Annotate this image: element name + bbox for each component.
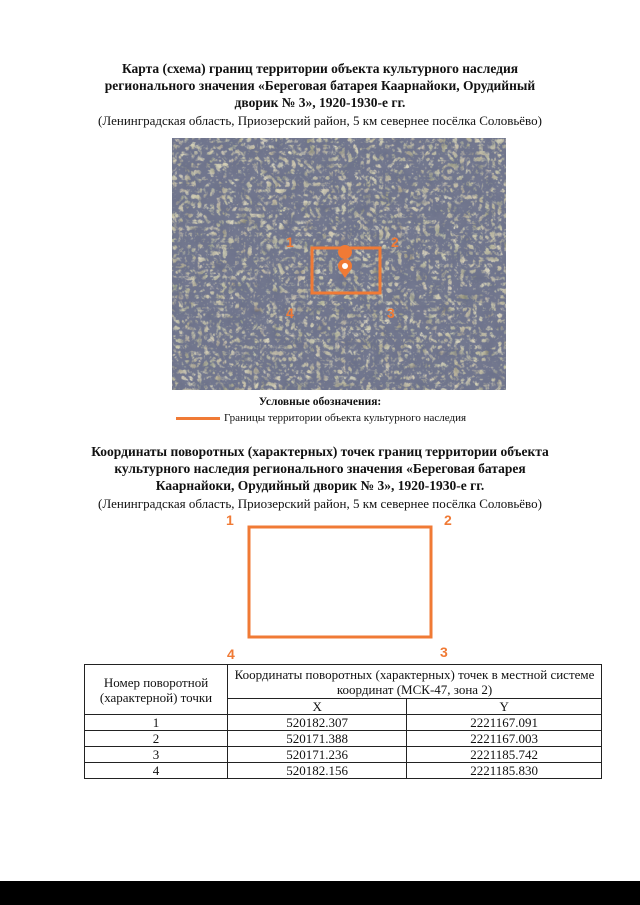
map-location: (Ленинградская область, Приозерский район, 5 км севернее посёлка Соловьёво)	[98, 113, 542, 128]
map-point-4: 4	[286, 305, 294, 321]
map-point-1: 1	[286, 234, 294, 250]
header-coordinates: Координаты поворотных (характерных) точек в местной системе координат (МСК-47, зона 2)	[228, 665, 602, 699]
table-row	[85, 763, 602, 779]
cell-y: 2221185.830	[407, 763, 602, 779]
legend-item-label: Границы территории объекта культурного наследия	[224, 412, 467, 424]
scheme-point-1: 1	[226, 512, 234, 528]
table-row	[85, 747, 602, 763]
legend-item	[176, 410, 466, 426]
map-point-2: 2	[391, 234, 399, 250]
cell-x: 520182.156	[228, 763, 407, 779]
cell-y: 2221167.003	[407, 731, 602, 747]
boundary-scheme-svg	[0, 510, 640, 660]
scheme-point-3: 3	[440, 644, 448, 660]
coords-title-line-2: культурного наследия регионального значения «Береговая батарея	[114, 461, 526, 476]
table-header-row	[85, 665, 602, 699]
cell-y: 2221185.742	[407, 747, 602, 763]
map-point-3: 3	[387, 305, 395, 321]
cell-y: 2221167.091	[407, 715, 602, 731]
cell-x: 520171.236	[228, 747, 407, 763]
cell-point: 1	[85, 715, 228, 731]
coords-title-line-3: Каарнайоки, Орудийный дворик № 3», 1920-1930-е гг.	[155, 478, 485, 493]
coords-title-line-1: Координаты поворотных (характерных) точек границ территории объекта	[91, 444, 549, 459]
boundary-scheme	[0, 510, 640, 660]
legend-boundary-line	[176, 417, 220, 420]
coords-location: (Ленинградская область, Приозерский район, 5 км севернее посёлка Соловьёво)	[98, 496, 542, 511]
header-x: X	[228, 699, 407, 715]
legend-title: Условные обозначения:	[258, 396, 382, 408]
map-title-line-2: регионального значения «Береговая батарея Каарнайоки, Орудийный	[104, 78, 536, 93]
coordinates-table	[84, 664, 602, 779]
cell-point: 2	[85, 731, 228, 747]
table-row	[85, 731, 602, 747]
cell-point: 3	[85, 747, 228, 763]
aerial-map-svg	[172, 138, 506, 390]
map-title-line-3: дворик № 3», 1920-1930-е гг.	[234, 95, 406, 110]
cell-x: 520171.388	[228, 731, 407, 747]
cell-x: 520182.307	[228, 715, 407, 731]
scan-border	[0, 881, 640, 905]
header-y: Y	[407, 699, 602, 715]
scheme-point-4: 4	[227, 646, 235, 662]
header-point-number: Номер поворотной (характерной) точки	[85, 665, 228, 715]
aerial-map	[172, 138, 506, 390]
table-row	[85, 715, 602, 731]
scheme-rectangle	[249, 527, 431, 637]
scheme-point-2: 2	[444, 512, 452, 528]
cell-point: 4	[85, 763, 228, 779]
map-title	[0, 60, 640, 111]
coords-title	[0, 443, 640, 494]
map-title-line-1: Карта (схема) границ территории объекта культурного наследия	[121, 61, 519, 76]
